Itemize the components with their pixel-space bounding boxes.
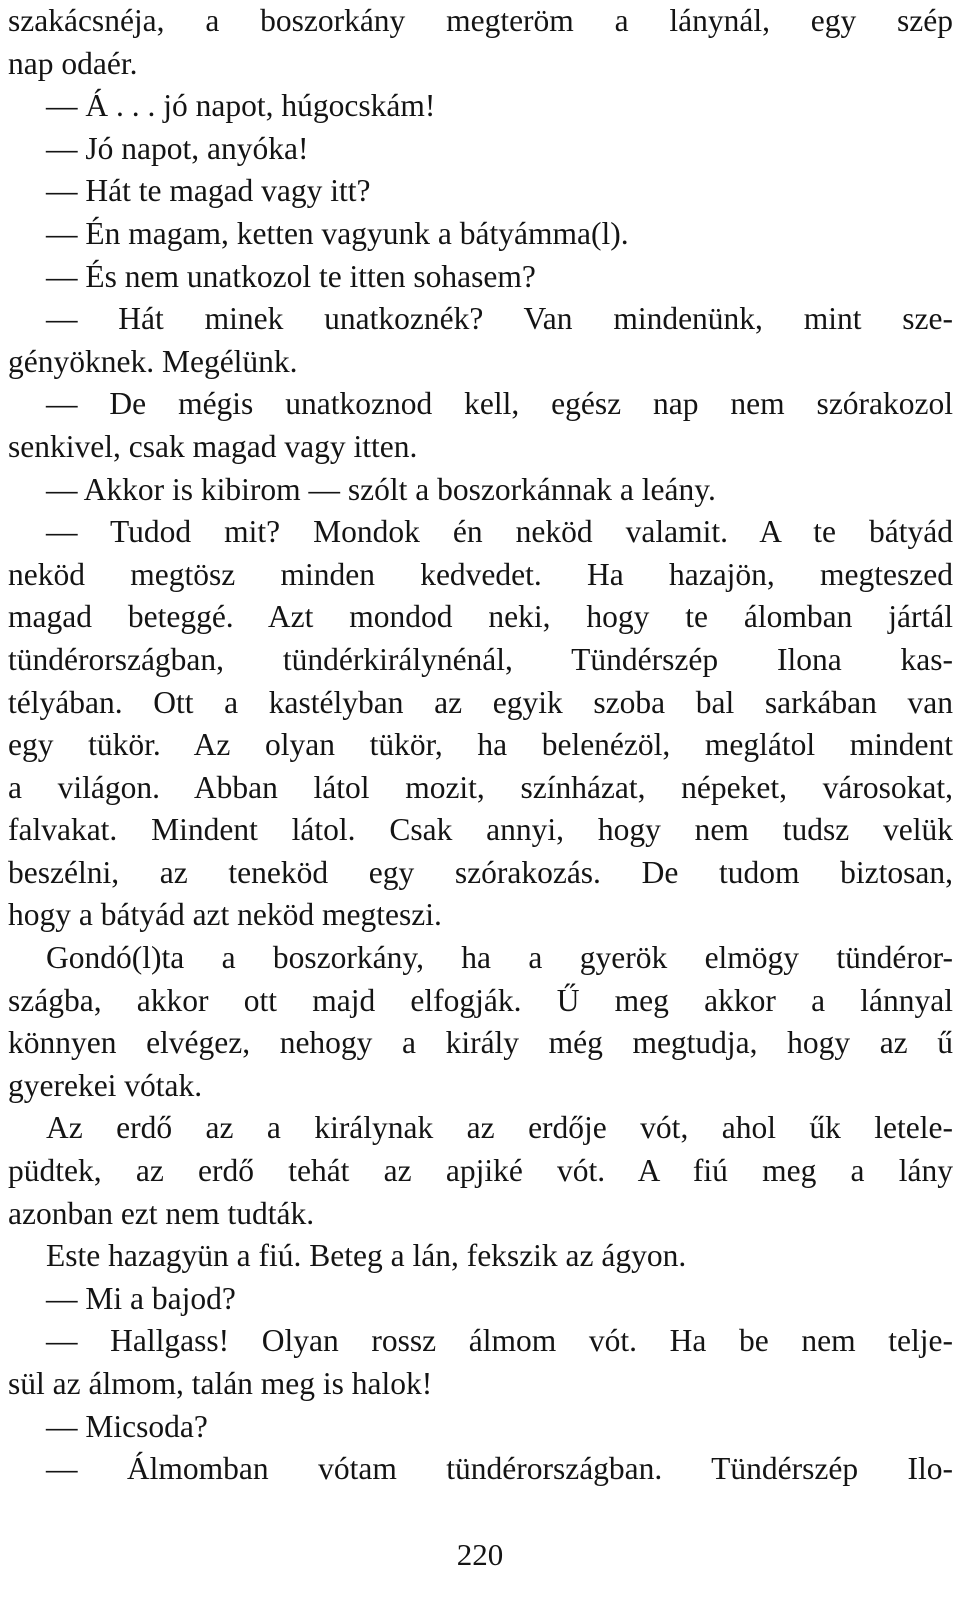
- text-line: — Akkor is kibirom — szólt a boszorkánnak a leány.: [46, 471, 716, 507]
- text-line: — Jó napot, anyóka!: [46, 130, 309, 166]
- text-line: gyerekei vótak.: [8, 1067, 203, 1103]
- text-line: szakácsnéja, a boszorkány megteröm a lánynál, egy szép: [8, 3, 953, 38]
- text-line: — Mi a bajod?: [46, 1280, 236, 1316]
- text-line: hogy a bátyád azt neköd megteszi.: [8, 897, 442, 933]
- text-line: gényöknek. Megélünk.: [8, 343, 298, 379]
- text-line: — Hát te magad vagy itt?: [46, 173, 371, 209]
- text-line: könnyen elvégez, nehogy a király még megtudja, hogy az ű: [8, 1025, 953, 1061]
- text-line: szágba, akkor ott majd elfogják. Ű meg akkor a lánnyal: [8, 982, 953, 1018]
- text-line: — Én magam, ketten vagyunk a bátyámma(l).: [46, 215, 629, 251]
- text-line: — Micsoda?: [46, 1408, 208, 1444]
- text-line: Gondó(l)ta a boszorkány, ha a gyerök elmögy tündéror-: [46, 940, 953, 976]
- text-line: — Álmomban vótam tündérországban. Tündérszép Ilo-: [46, 1451, 953, 1487]
- text-line: magad beteggé. Azt mondod neki, hogy te álomban jártál: [8, 599, 953, 635]
- text-line: sül az álmom, talán meg is halok!: [8, 1366, 433, 1401]
- text-line: beszélni, az teneköd egy szórakozás. De tudom biztosan,: [8, 854, 953, 890]
- text-line: egy tükör. Az olyan tükör, ha belenézöl, meglátol mindent: [8, 727, 953, 763]
- text-line: — Tudod mit? Mondok én neköd valamit. A te bátyád: [46, 514, 953, 550]
- text-line: nap odaér.: [8, 45, 138, 81]
- text-line: Az erdő az a királynak az erdője vót, ahol űk letele-: [46, 1110, 953, 1146]
- text-line: — És nem unatkozol te itten sohasem?: [46, 258, 536, 294]
- text-line: télyában. Ott a kastélyban az egyik szoba bal sarkában van: [8, 684, 953, 720]
- text-line: Este hazagyün a fiú. Beteg a lán, fekszik az ágyon.: [46, 1238, 687, 1274]
- text-line: falvakat. Mindent látol. Csak annyi, hogy nem tudsz velük: [8, 812, 953, 848]
- page-body-text: [8, 0, 953, 1491]
- text-line: azonban ezt nem tudták.: [8, 1195, 315, 1231]
- text-line: — Á . . . jó napot, húgocskám!: [46, 88, 436, 124]
- text-line: — Hallgass! Olyan rossz álmom vót. Ha be nem telje-: [46, 1323, 953, 1359]
- text-line: tündérországban, tündérkirálynénál, Tündérszép Ilona kas-: [8, 641, 953, 677]
- text-line: neköd megtösz minden kedvedet. Ha hazajön, megteszed: [8, 556, 953, 592]
- page-number: 220: [456, 1537, 504, 1572]
- text-line: püdtek, az erdő tehát az apjiké vót. A fiú meg a lány: [8, 1153, 953, 1189]
- text-line: — De mégis unatkoznod kell, egész nap nem szórakozol: [46, 386, 953, 422]
- text-line: senkivel, csak magad vagy itten.: [8, 428, 418, 464]
- text-line: — Hát minek unatkoznék? Van mindenünk, mint sze-: [46, 301, 953, 337]
- text-line: a világon. Abban látol mozit, színházat, népeket, városokat,: [8, 769, 953, 805]
